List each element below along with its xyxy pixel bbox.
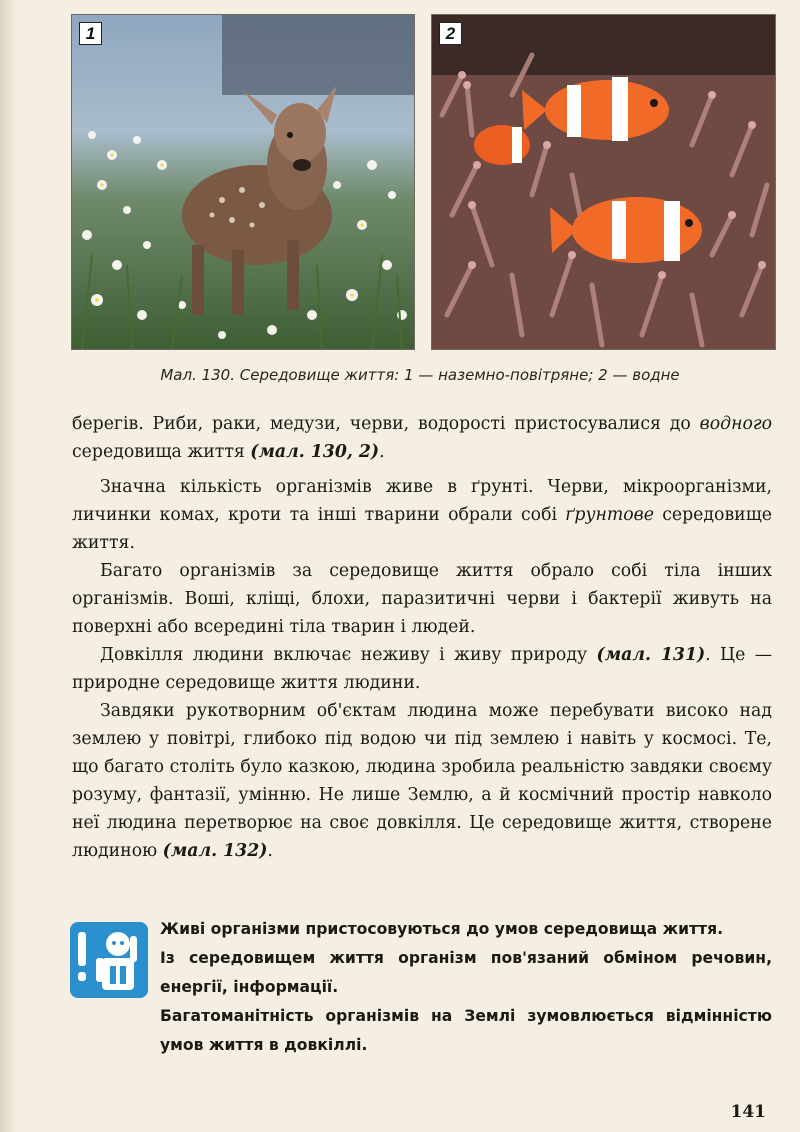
figure-label-1: 1 (79, 22, 102, 45)
p2-italic-term: ґрунтове (565, 505, 654, 525)
figure-label-2: 2 (439, 22, 462, 45)
figure-image-deer (71, 14, 415, 350)
summary-item-2: Із середовищем життя організм пов'язаний обміном речовин, енергії, інформації. (160, 949, 772, 996)
summary-conclusions (160, 915, 772, 1060)
p5-text-b: . (267, 841, 273, 861)
p5-text-a: Завдяки рукотворним об'єктам людина може перебувати високо над землею у повітрі, глибоко під водою чи під землею і навіть у космосі. Те, що багато століть було казкою, людина зробила реальністю завдяки своєму розуму, фантазії, умінню. Не лише Землю, а й космічний простір навколо неї людина перетворює на своє довкілля. Це середовище життя, створене людиною (72, 701, 772, 861)
body-paragraph-3 (72, 557, 772, 641)
page-edge-shadow (0, 0, 16, 1132)
p3-text: Багато організмів за середовище життя обрало собі тіла інших організмів. Воші, кліщі, блохи, паразитичні черви і бактерії живуть на поверхні або всередині тіла тварин і людей. (72, 561, 772, 637)
p2-text-b: середовище життя. (72, 505, 772, 553)
summary-item-1: Живі організми пристосовуються до умов середовища життя. (160, 920, 724, 938)
p2-text-a: Значна кількість організмів живе в ґрунті. Черви, мікроорганізми, личинки комах, кроти та інші тварини обрали собі (72, 477, 772, 525)
p1-text-c: . (379, 442, 385, 462)
p4-text-b: . Це — природне середовище життя людини. (72, 645, 772, 693)
remember-icon (70, 922, 148, 998)
body-paragraph-2 (72, 473, 772, 557)
figure-image-clownfish (431, 14, 776, 350)
body-paragraph-1 (72, 410, 772, 466)
figure-reference-130-2: (мал. 130, 2) (250, 442, 380, 462)
summary-item-3: Багатоманітність організмів на Землі зумовлюється відмінністю умов життя в довкіллі. (160, 1007, 772, 1054)
p1-text-a: берегів. Риби, раки, медузи, черви, водорості пристосувалися до (72, 414, 691, 434)
p4-text-a: Довкілля людини включає неживу і живу природу (100, 645, 597, 665)
body-paragraph-4 (72, 641, 772, 697)
figure-reference-131: (мал. 131) (596, 645, 706, 665)
p1-italic-term: водного (699, 414, 773, 434)
p1-text-b: середовища життя (72, 442, 251, 462)
page-number: 141 (730, 1102, 766, 1122)
figure-reference-132: (мал. 132) (162, 841, 268, 861)
body-paragraph-5 (72, 697, 772, 865)
figure-caption: Мал. 130. Середовище життя: 1 — наземно-повітряне; 2 — водне (160, 366, 680, 384)
